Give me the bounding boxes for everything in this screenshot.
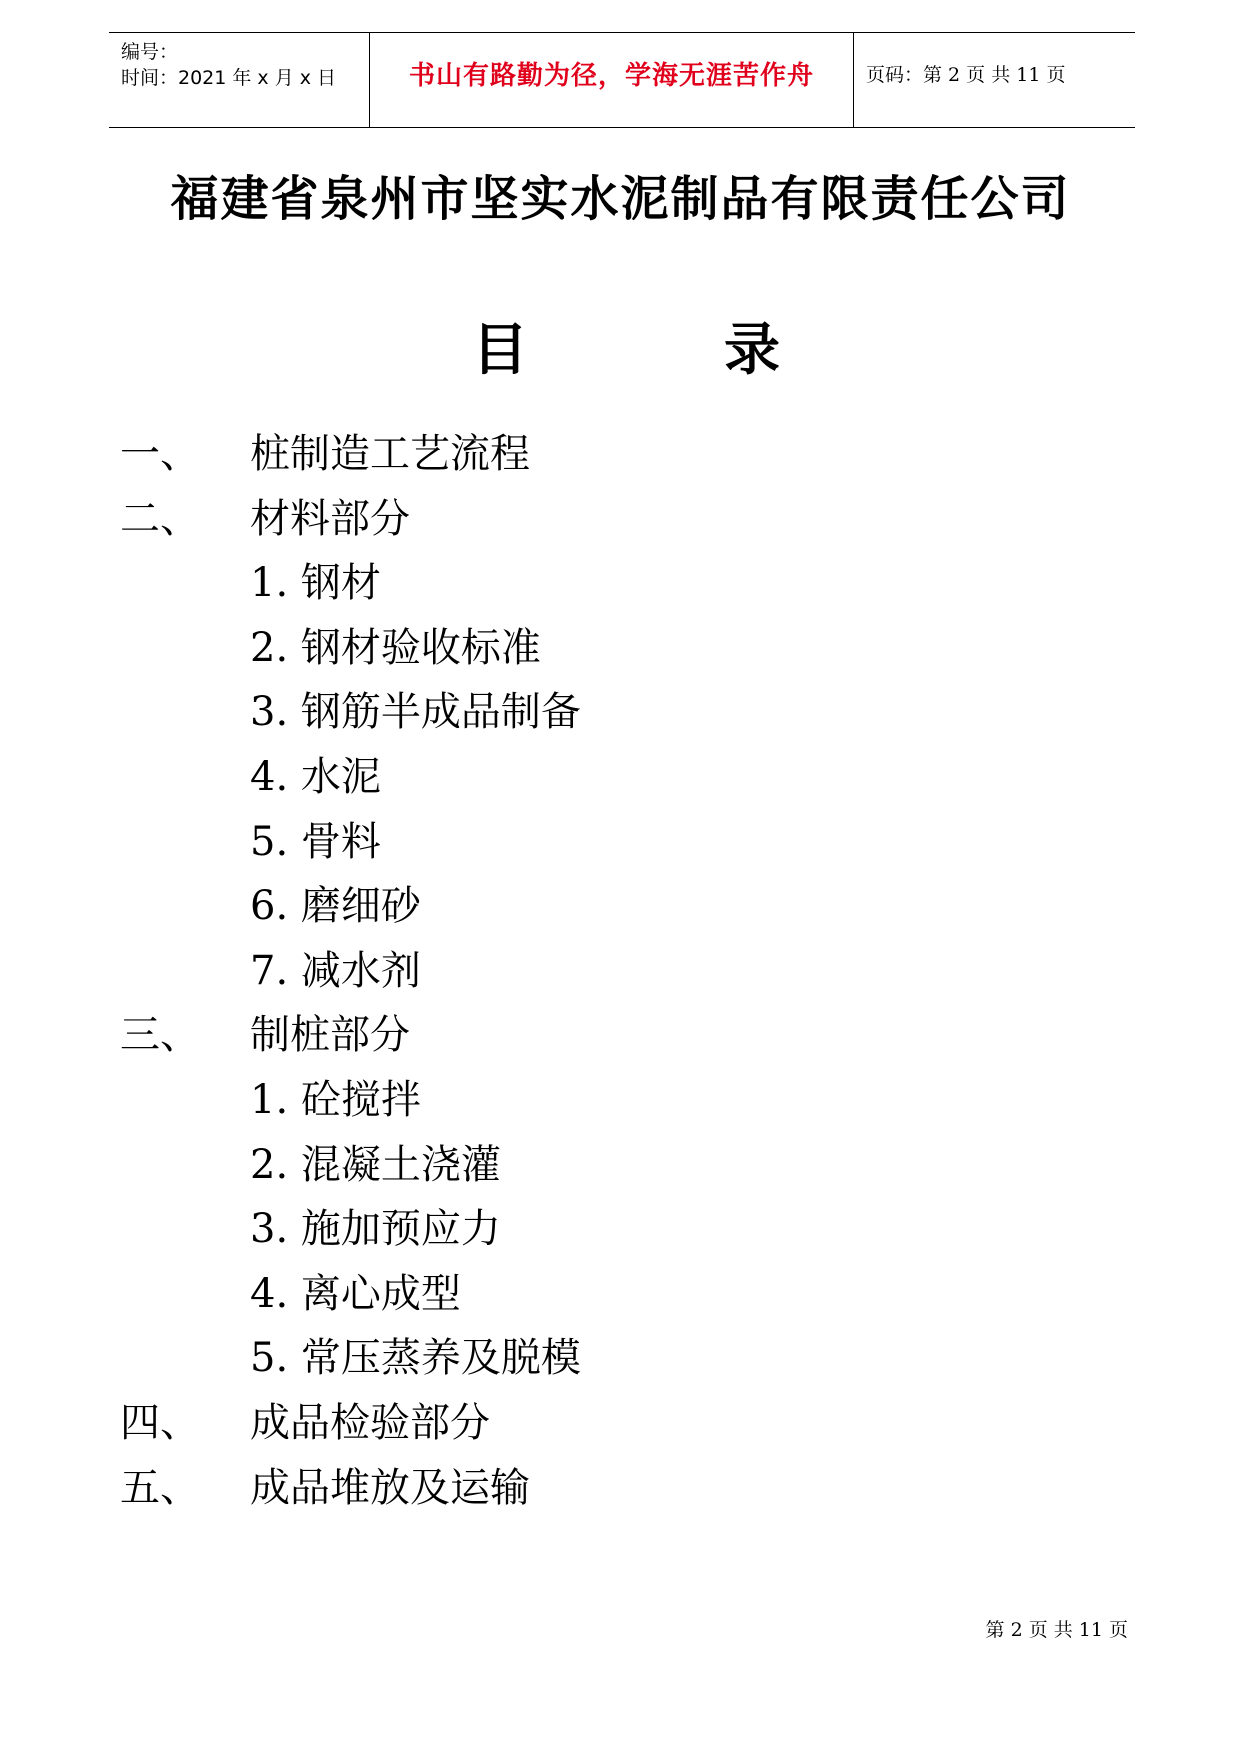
time-label: 时间：2021 年 x 月 x 日 bbox=[121, 67, 337, 89]
toc-subitem: 1. 钢材 bbox=[250, 560, 381, 607]
serial-label: 编号： bbox=[121, 41, 179, 63]
toc-subitem: 5. 常压蒸养及脱模 bbox=[250, 1335, 581, 1382]
toc-subitem: 4. 离心成型 bbox=[250, 1270, 461, 1317]
header-page-cell bbox=[854, 33, 1135, 127]
toc-section-title: 材料部分 bbox=[250, 495, 410, 542]
toc-subitem: 5. 骨料 bbox=[250, 818, 381, 865]
motto-text: 书山有路勤为径，学海无涯苦作舟 bbox=[408, 60, 814, 91]
toc-section-number: 五、 bbox=[120, 1464, 200, 1511]
toc-section-number: 二、 bbox=[120, 495, 200, 542]
toc-section-number: 一、 bbox=[120, 431, 200, 477]
toc-section-title: 成品检验部分 bbox=[250, 1400, 490, 1446]
toc-title-char-2: 录 bbox=[724, 318, 780, 383]
toc-subitem: 6. 磨细砂 bbox=[250, 883, 421, 930]
toc-subitem: 3. 钢筋半成品制备 bbox=[250, 689, 581, 736]
toc-subitem: 7. 减水剂 bbox=[250, 947, 421, 994]
toc-title-char-1: 目 bbox=[472, 318, 528, 383]
toc-subitem: 1. 砼搅拌 bbox=[250, 1077, 421, 1123]
toc-subitem: 3. 施加预应力 bbox=[250, 1206, 501, 1253]
company-name: 福建省泉州市坚实水泥制品有限责任公司 bbox=[170, 171, 1071, 227]
toc-section-number: 三、 bbox=[120, 1012, 200, 1059]
toc-subitem: 4. 水泥 bbox=[250, 754, 381, 800]
header-motto-cell bbox=[370, 33, 854, 127]
toc-subitem: 2. 混凝土浇灌 bbox=[250, 1141, 501, 1188]
header-page-info: 页码：第 2 页 共 11 页 bbox=[866, 63, 1066, 86]
toc-section-title: 桩制造工艺流程 bbox=[250, 431, 530, 477]
toc-section-number: 四、 bbox=[120, 1400, 200, 1446]
toc-title bbox=[0, 306, 1241, 383]
toc-section-title: 制桩部分 bbox=[250, 1012, 410, 1059]
toc-section-title: 成品堆放及运输 bbox=[250, 1464, 530, 1511]
toc-subitem: 2. 钢材验收标准 bbox=[250, 624, 541, 671]
header-meta-cell bbox=[109, 33, 370, 127]
page-footer: 第 2 页 共 11 页 bbox=[985, 1619, 1128, 1641]
page-header bbox=[109, 32, 1135, 128]
